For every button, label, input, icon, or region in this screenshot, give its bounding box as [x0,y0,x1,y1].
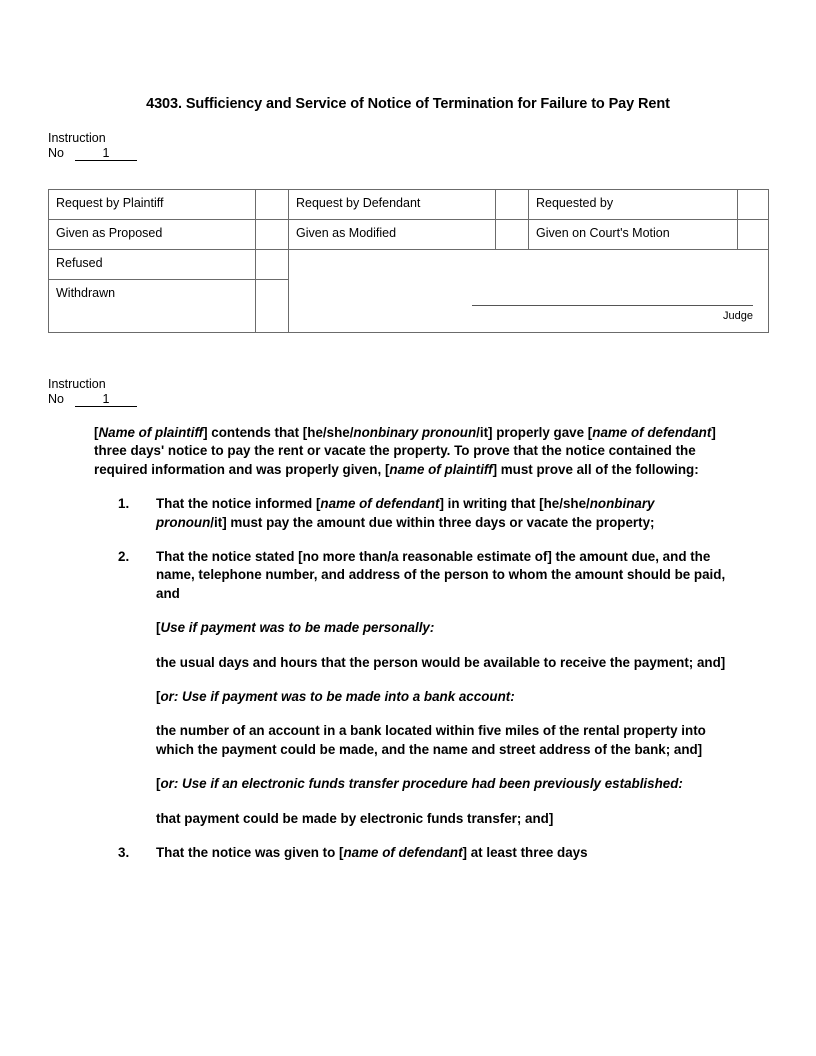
intro-seg4-close: ] must prove all of the following: [492,461,699,477]
checkbox-given-as-proposed[interactable] [256,220,289,250]
instruction-no-block-body [48,377,137,407]
sub6-plain: that payment could be made by electronic funds transfer; and] [156,810,554,826]
table-row [49,250,769,280]
instruction-no-line-body [48,392,137,407]
order-disposition-table [48,189,769,333]
checkbox-request-by-plaintiff[interactable] [256,190,289,220]
list-item-marker-1: 1. [118,496,130,512]
numbered-elements-list [0,495,816,603]
sub-paragraph-bank-account-body [156,722,726,759]
judge-signature-inner [296,256,761,326]
sub5-italic-tail: : Use if an electronic funds transfer procedure had been previously established: [173,776,683,792]
checkbox-requested-by[interactable] [738,190,769,220]
sub-paragraph-eft-body [156,810,726,828]
list-item-text-2: That the notice stated [no more than/a reasonable estimate of] the amount due, and the name, telephone number, and address of the person to whom the amount should be paid, and [156,549,726,601]
sub1-open: [ [156,620,161,636]
cell-request-by-plaintiff: Request by Plaintiff [49,190,256,220]
intro-seg1-open: [ [94,425,99,440]
sub1-italic: Use if payment was to be made personally: [160,620,435,636]
sub3-open: [ [156,689,161,705]
item3-pre: That the notice was given to [ [156,845,344,861]
instruction-body [0,424,816,863]
list-item-marker-3: 3. [118,845,130,861]
intro-seg3-open: [ [587,425,593,440]
intro-paragraph [94,424,722,479]
cell-refused: Refused [49,250,256,280]
list-item-text-3 [156,844,726,862]
list-item-marker-2: 2. [118,549,130,565]
cell-request-by-defendant: Request by Defendant [289,190,496,220]
instruction-no-block-top [48,131,137,161]
checkbox-request-by-defendant[interactable] [496,190,529,220]
instruction-label-top: Instruction [48,131,106,145]
item1-mid: ] in writing that [he/she/ [439,496,590,512]
page-title: 4303. Sufficiency and Service of Notice of Termination for Failure to Pay Rent [146,96,670,112]
numbered-elements-list-continued [0,844,816,862]
checkbox-given-as-modified[interactable] [496,220,529,250]
checkbox-refused[interactable] [256,250,289,280]
item1-placeholder-pronoun: nonbinary pronoun [156,496,655,530]
cell-withdrawn: Withdrawn [49,280,256,333]
intro-placeholder-plaintiff: Name of plaintiff [98,425,204,440]
item1-placeholder-defendant: name of defendant [320,496,440,512]
sub3-italic-tail: : Use if payment was to be made into a bank account: [173,689,515,705]
sub4-plain: the number of an account in a bank located within five miles of the rental property into which the payment could be made, and the name and street address of the bank; and] [156,723,706,757]
item1-post: /it] must pay the amount due within three days or vacate the property; [210,514,655,530]
intro-placeholder-defendant: name of defendant [592,425,712,440]
sub-paragraph-personal-payment-body [156,654,726,672]
list-item-text-1 [156,495,726,532]
intro-placeholder-plaintiff-2: name of plaintiff [389,461,493,477]
cell-given-as-modified: Given as Modified [289,220,496,250]
table-row [49,190,769,220]
item1-pre: That the notice informed [ [156,496,321,512]
table-row [49,220,769,250]
signature-caption-judge: Judge [723,310,753,322]
sub2-plain: the usual days and hours that the person would be available to receive the payment; and] [156,654,726,670]
intro-seg3-close: ] three days' notice to pay the rent or vacate the property. To prove that the notice contained the required information and was properly given, [94,425,716,477]
instruction-no-field-top[interactable]: 1 [75,146,137,161]
instruction-label-body: Instruction [48,377,106,391]
cell-given-on-courts-motion: Given on Court's Motion [529,220,738,250]
item3-placeholder-defendant: name of defendant [343,845,463,861]
cell-given-as-proposed: Given as Proposed [49,220,256,250]
sub-paragraph-use-if-bank-account [156,688,726,706]
judge-signature-area[interactable] [289,250,769,333]
instruction-no-label-top: No [48,146,64,160]
sub5-open: [ [156,776,161,792]
list-item [0,495,816,532]
list-item [0,844,816,862]
sub5-italic-or: or [160,776,174,792]
intro-seg1-close: ] contends that [he/she/ [203,425,354,440]
sub-paragraph-use-if-personally [156,619,726,637]
checkbox-withdrawn[interactable] [256,280,289,333]
checkbox-given-on-courts-motion[interactable] [738,220,769,250]
intro-seg4-open: [ [384,461,390,477]
list-item [0,548,816,603]
intro-seg2-close: /it] properly gave [476,425,585,440]
signature-line[interactable] [472,305,753,306]
instruction-no-line-top [48,146,137,161]
item3-post: ] at least three days [462,845,588,861]
instruction-no-field-body[interactable]: 1 [75,392,137,407]
sub-paragraph-use-if-eft [156,775,726,793]
intro-placeholder-pronoun: nonbinary pronoun [353,425,477,440]
sub3-italic-or: or [160,689,174,705]
instruction-no-label-body: No [48,392,64,406]
cell-requested-by: Requested by [529,190,738,220]
